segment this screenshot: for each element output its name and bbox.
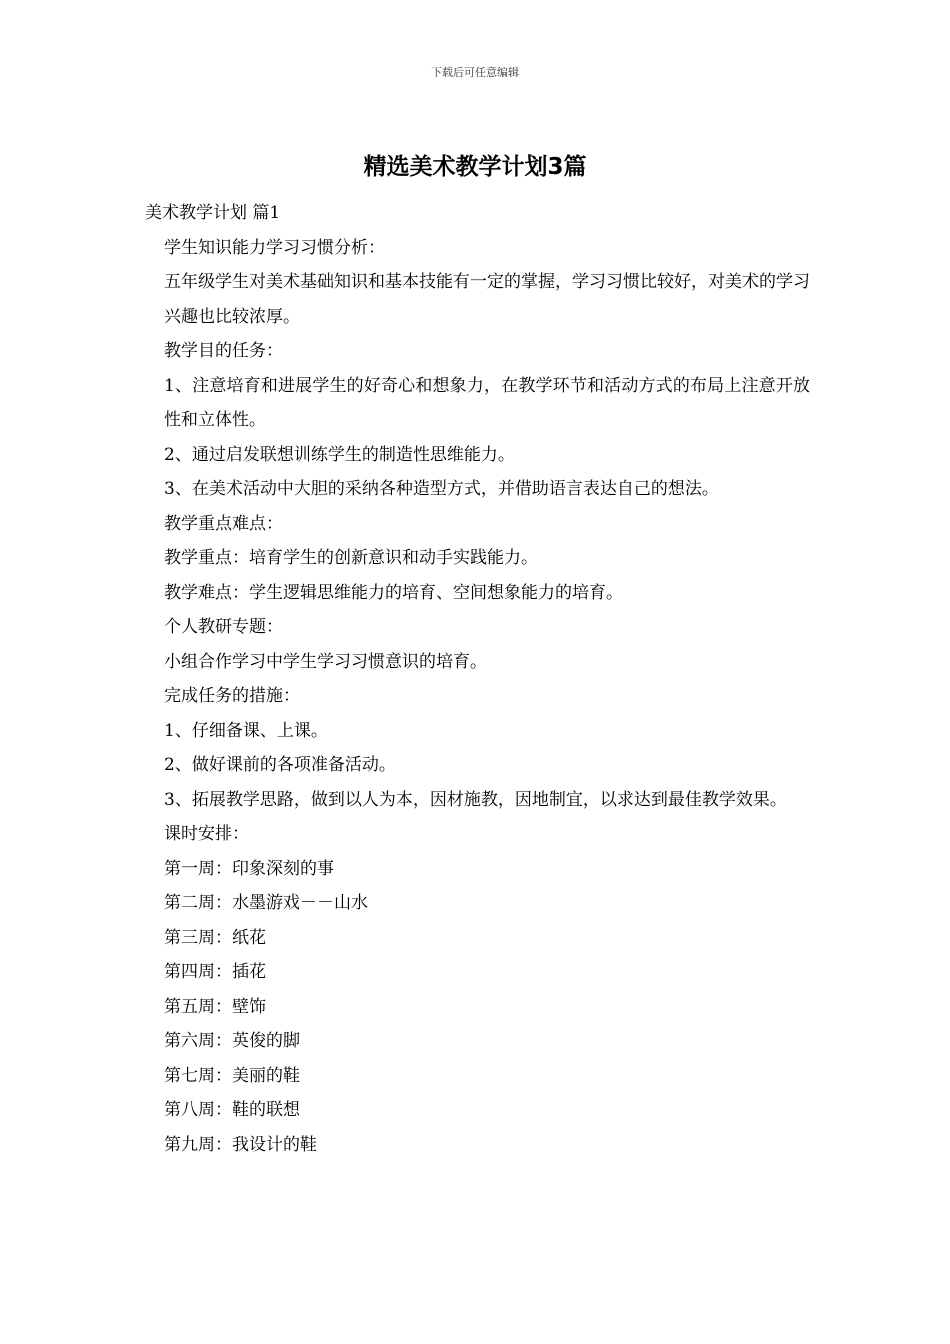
- body-paragraph: 完成任务的措施：: [164, 686, 300, 706]
- page-header-note: 下载后可任意编辑: [431, 66, 519, 79]
- body-paragraph: 教学难点：学生逻辑思维能力的培育、空间想象能力的培育。: [164, 582, 623, 603]
- body-paragraph: 第二周：水墨游戏－－山水: [164, 893, 368, 913]
- body-paragraph: 1、仔细备课、上课。: [164, 720, 328, 741]
- body-paragraph: 小组合作学习中学生学习习惯意识的培育。: [164, 651, 487, 672]
- body-paragraph: 1、注意培育和进展学生的好奇心和想象力，在教学环节和活动方式的布局上注意开放性和立体性。: [164, 375, 810, 430]
- body-paragraph: 课时安排：: [164, 824, 249, 844]
- body-paragraph: 第四周：插花: [164, 962, 266, 982]
- body-paragraph: 教学重点难点：: [164, 513, 283, 534]
- body-paragraph: 教学目的任务：: [164, 341, 283, 361]
- body-paragraph: 2、通过启发联想训练学生的制造性思维能力。: [164, 444, 515, 465]
- body-paragraph: 第三周：纸花: [164, 927, 266, 948]
- document-title: 精选美术教学计划3篇: [363, 154, 587, 180]
- body-paragraph: 3、拓展教学思路，做到以人为本，因材施教，因地制宜，以求达到最佳教学效果。: [164, 789, 787, 810]
- document-body: [145, 196, 810, 1162]
- body-paragraph: 第六周：英俊的脚: [164, 1031, 300, 1051]
- body-paragraph: 个人教研专题：: [164, 617, 283, 637]
- body-paragraph: 美术教学计划 篇1: [145, 203, 281, 223]
- body-paragraph: 3、在美术活动中大胆的采纳各种造型方式，并借助语言表达自己的想法。: [164, 479, 719, 499]
- body-paragraph: 学生知识能力学习习惯分析：: [164, 237, 385, 258]
- body-paragraph: 2、做好课前的各项准备活动。: [164, 755, 396, 775]
- body-paragraph: 教学重点：培育学生的创新意识和动手实践能力。: [164, 548, 538, 568]
- body-paragraph: 第九周：我设计的鞋: [164, 1134, 317, 1155]
- body-paragraph: 第五周：壁饰: [164, 996, 266, 1017]
- body-paragraph: 第一周：印象深刻的事: [164, 858, 334, 879]
- body-paragraph: 第七周：美丽的鞋: [164, 1065, 300, 1086]
- body-paragraph: 五年级学生对美术基础知识和基本技能有一定的掌握，学习习惯比较好，对美术的学习兴趣也比较浓厚。: [164, 272, 810, 327]
- body-paragraph: 第八周：鞋的联想: [164, 1100, 300, 1120]
